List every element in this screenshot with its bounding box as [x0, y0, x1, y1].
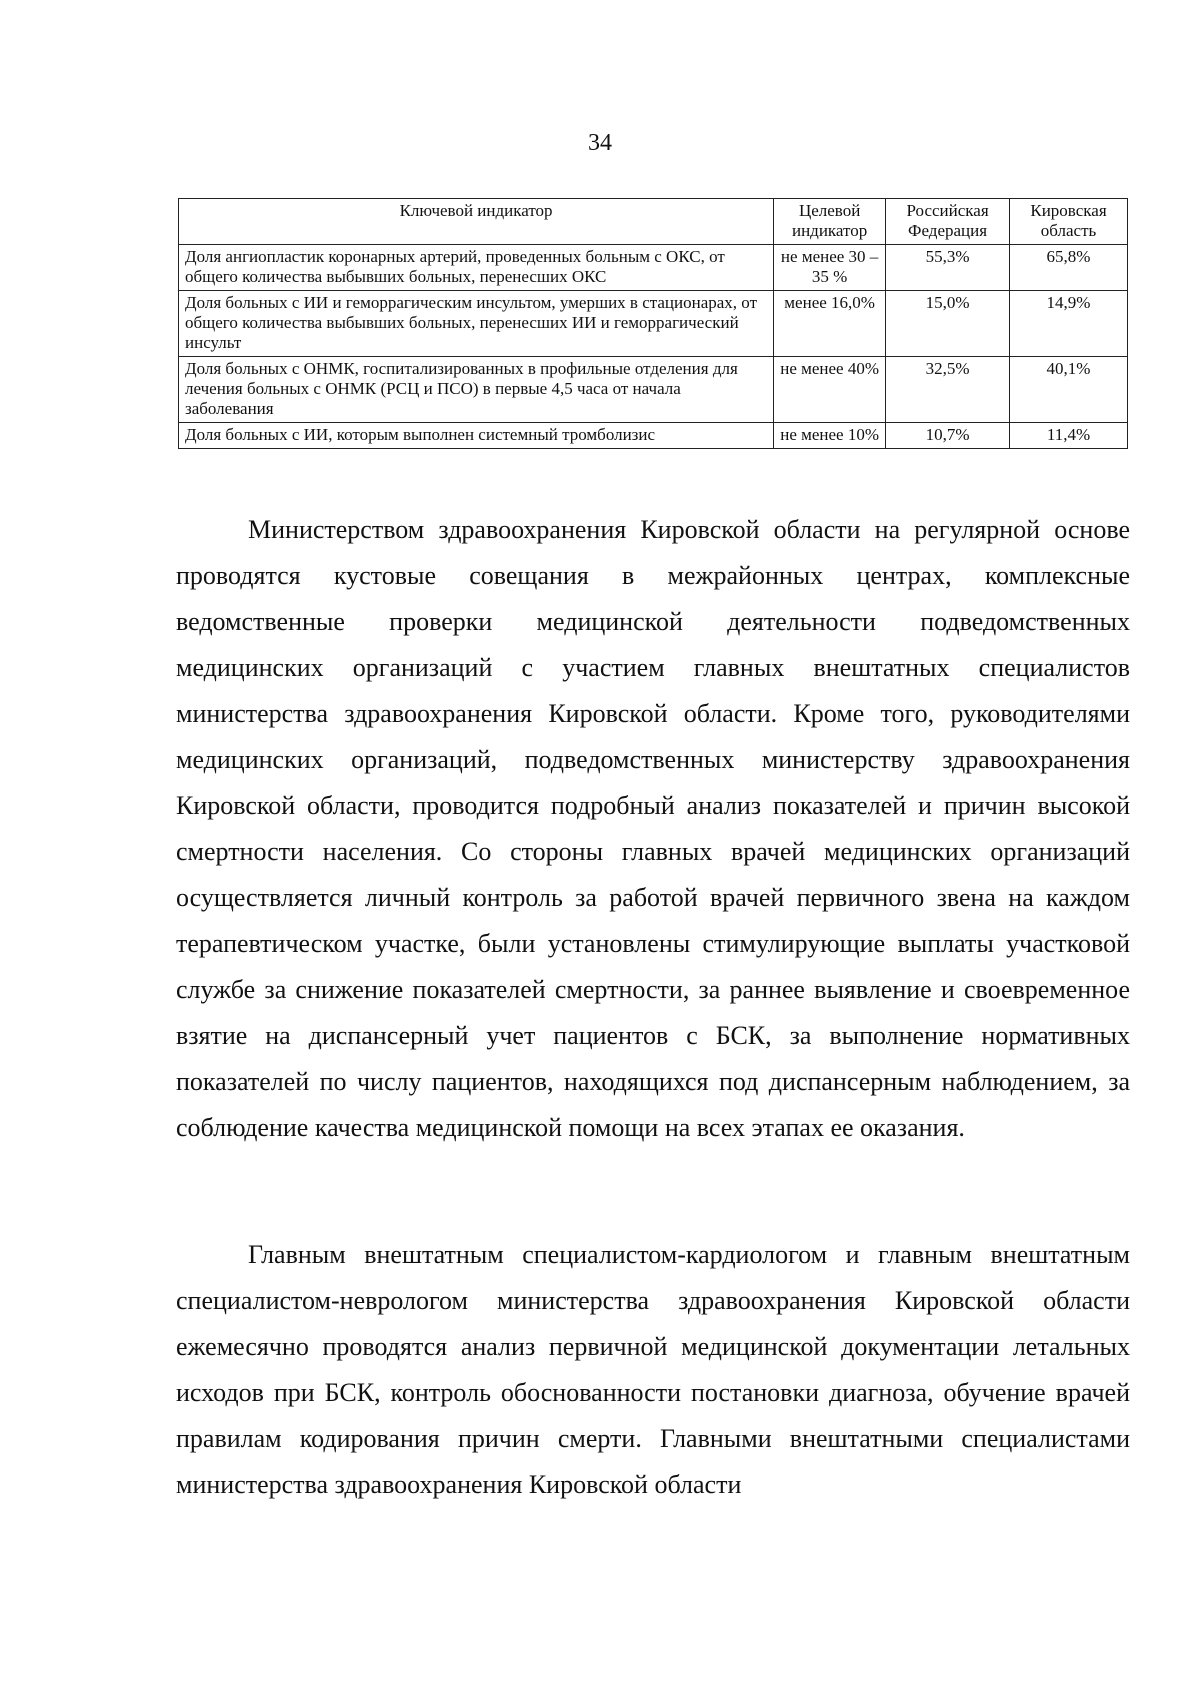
body-paragraph: Главным внештатным специалистом-кардиологом и главным внештатным специалистом-неврологом министерства здравоохранения Кировской области ежемесячно проводятся анализ первичной медицинской документации летальных исходов при БСК, контроль обоснованности постановки диагноза, обучение врачей правилам кодирования причин смерти. Главными внештатными специалистами министерства здравоохранения Кировской области	[176, 1240, 1130, 1499]
rf-value-cell: 55,3%	[886, 245, 1010, 291]
table-row	[179, 423, 1128, 449]
rf-value-cell: 32,5%	[886, 357, 1010, 423]
table-row	[179, 291, 1128, 357]
body-paragraph: Министерством здравоохранения Кировской области на регулярной основе проводятся кустовые совещания в межрайонных центрах, комплексные ведомственные проверки медицинской деятельности подведомственных медицинских организаций с участием главных внештатных специалистов министерства здравоохранения Кировской области. Кроме того, руководителями медицинских организаций, подведомственных министерству здравоохранения Кировской области, проводится подробный анализ показателей и причин высокой смертности населения. Со стороны главных врачей медицинских организаций осуществляется личный контроль за работой врачей первичного звена на каждом терапевтическом участке, были установлены стимулирующие выплаты участковой службе за снижение показателей смертности, за раннее выявление и своевременное взятие на диспансерный учет пациентов с БСК, за выполнение нормативных показателей по числу пациентов, находящихся под диспансерным наблюдением, за соблюдение качества медицинской помощи на всех этапах ее оказания.	[176, 515, 1130, 1142]
page-number: 34	[588, 130, 612, 156]
table-row	[179, 245, 1128, 291]
indicator-cell: Доля ангиопластик коронарных артерий, проведенных больным с ОКС, от общего количества выбывших больных, перенесших ОКС	[179, 245, 774, 291]
kirov-value-cell: 65,8%	[1010, 245, 1128, 291]
table-header-row	[179, 199, 1128, 245]
header-key-indicator: Ключевой индикатор	[179, 199, 774, 245]
table-row	[179, 357, 1128, 423]
body-paragraph-2-block	[176, 1232, 1130, 1508]
kirov-value-cell: 40,1%	[1010, 357, 1128, 423]
target-cell: не менее 30 – 35 %	[774, 245, 886, 291]
kirov-value-cell: 14,9%	[1010, 291, 1128, 357]
target-cell: менее 16,0%	[774, 291, 886, 357]
indicators-table	[178, 198, 1128, 449]
rf-value-cell: 15,0%	[886, 291, 1010, 357]
indicator-cell: Доля больных с ИИ и геморрагическим инсультом, умерших в стационарах, от общего количества выбывших больных, перенесших ИИ и геморрагический инсульт	[179, 291, 774, 357]
target-cell: не менее 40%	[774, 357, 886, 423]
body-paragraph-1-block	[176, 507, 1130, 1151]
rf-value-cell: 10,7%	[886, 423, 1010, 449]
header-russian-federation: Российская Федерация	[886, 199, 1010, 245]
indicator-cell: Доля больных с ИИ, которым выполнен системный тромболизис	[179, 423, 774, 449]
target-cell: не менее 10%	[774, 423, 886, 449]
header-target-indicator: Целевой индикатор	[774, 199, 886, 245]
kirov-value-cell: 11,4%	[1010, 423, 1128, 449]
indicator-cell: Доля больных с ОНМК, госпитализированных в профильные отделения для лечения больных с ОНМК (РСЦ и ПСО) в первые 4,5 часа от начала заболевания	[179, 357, 774, 423]
header-kirov-region: Кировская область	[1010, 199, 1128, 245]
